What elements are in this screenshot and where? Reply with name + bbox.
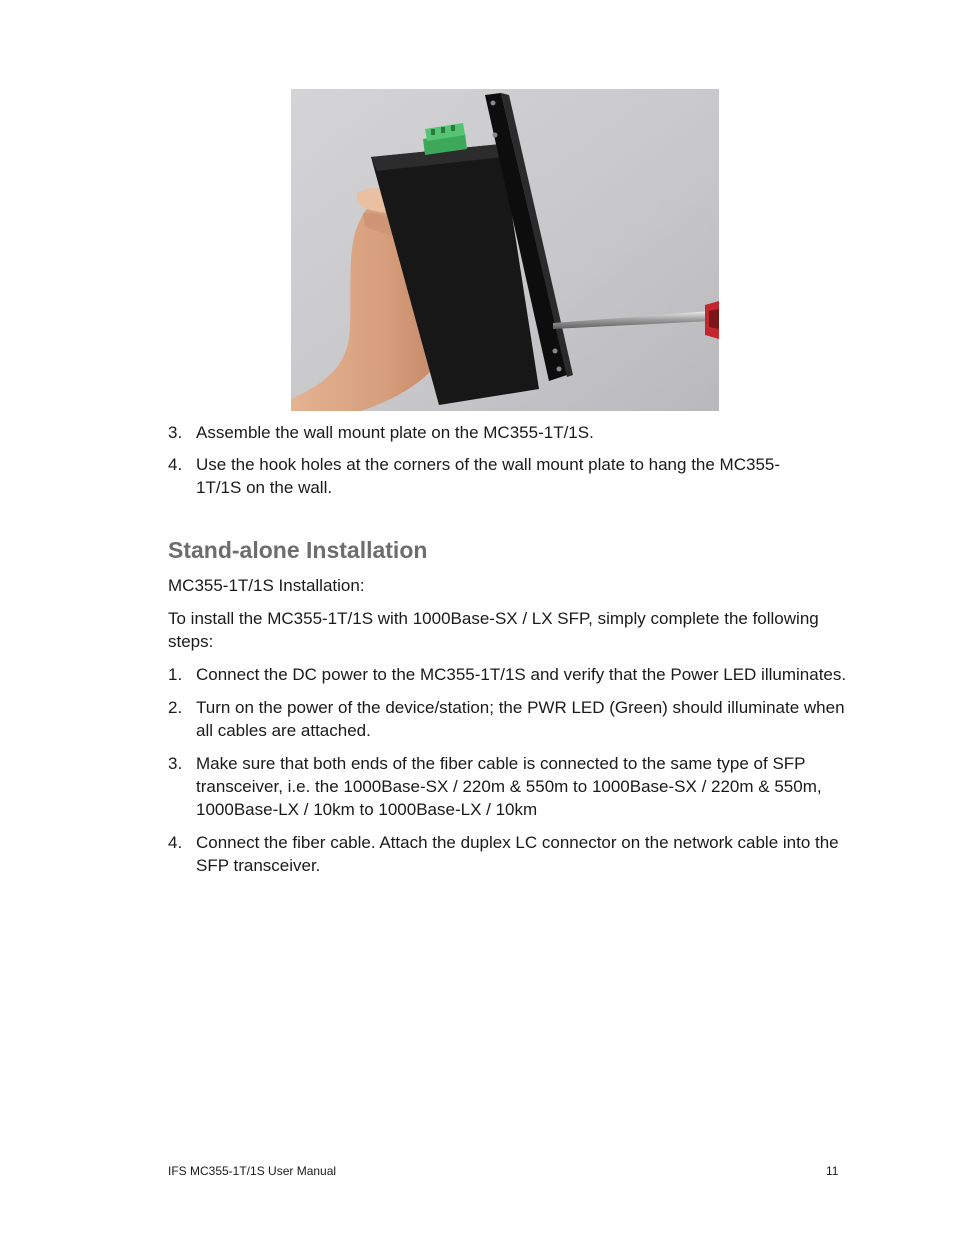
list-item [168, 421, 848, 444]
list-item [168, 696, 848, 742]
page-number: 11 [826, 1164, 839, 1178]
section-intro: MC355-1T/1S Installation: [168, 576, 365, 595]
list-item [168, 752, 848, 821]
list-item [168, 831, 848, 877]
section-paragraph: To install the MC355-1T/1S with 1000Base-SX / LX SFP, simply complete the following steps: [168, 609, 819, 651]
item-number: 3. [168, 423, 183, 442]
item-text: Make sure that both ends of the fiber cable is connected to the same type of SFP transceiver, i.e. the 1000Base-SX / 220m & 550m to 1000Base-SX / 220m & 550m, 1000Base-LX / 10km to 1000Base-LX / 10km [196, 754, 822, 819]
item-text: Assemble the wall mount plate on the MC355-1T/1S. [196, 423, 594, 442]
item-number: 4. [168, 833, 183, 852]
item-text: Connect the DC power to the MC355-1T/1S and verify that the Power LED illuminates. [196, 665, 847, 684]
item-text-line1: Use the hook holes at the corners of the wall mount plate to hang the MC355- [196, 455, 781, 474]
mounting-photo [291, 89, 719, 411]
item-number: 1. [168, 665, 183, 684]
install-steps-list [168, 663, 848, 877]
section-heading: Stand-alone Installation [168, 537, 428, 563]
footer-title: IFS MC355-1T/1S User Manual [168, 1164, 337, 1178]
list-item [168, 663, 848, 686]
item-text-line2: 1T/1S on the wall. [196, 478, 333, 497]
item-text: Turn on the power of the device/station; the PWR LED (Green) should illuminate when all cables are attached. [196, 698, 845, 740]
item-number: 4. [168, 455, 183, 474]
mounting-photo-icon [291, 89, 719, 411]
steps-top-list [168, 421, 848, 499]
list-item [168, 453, 848, 499]
item-text: Connect the fiber cable. Attach the duplex LC connector on the network cable into the SFP transceiver. [196, 833, 839, 875]
item-number: 3. [168, 754, 183, 773]
item-number: 2. [168, 698, 183, 717]
